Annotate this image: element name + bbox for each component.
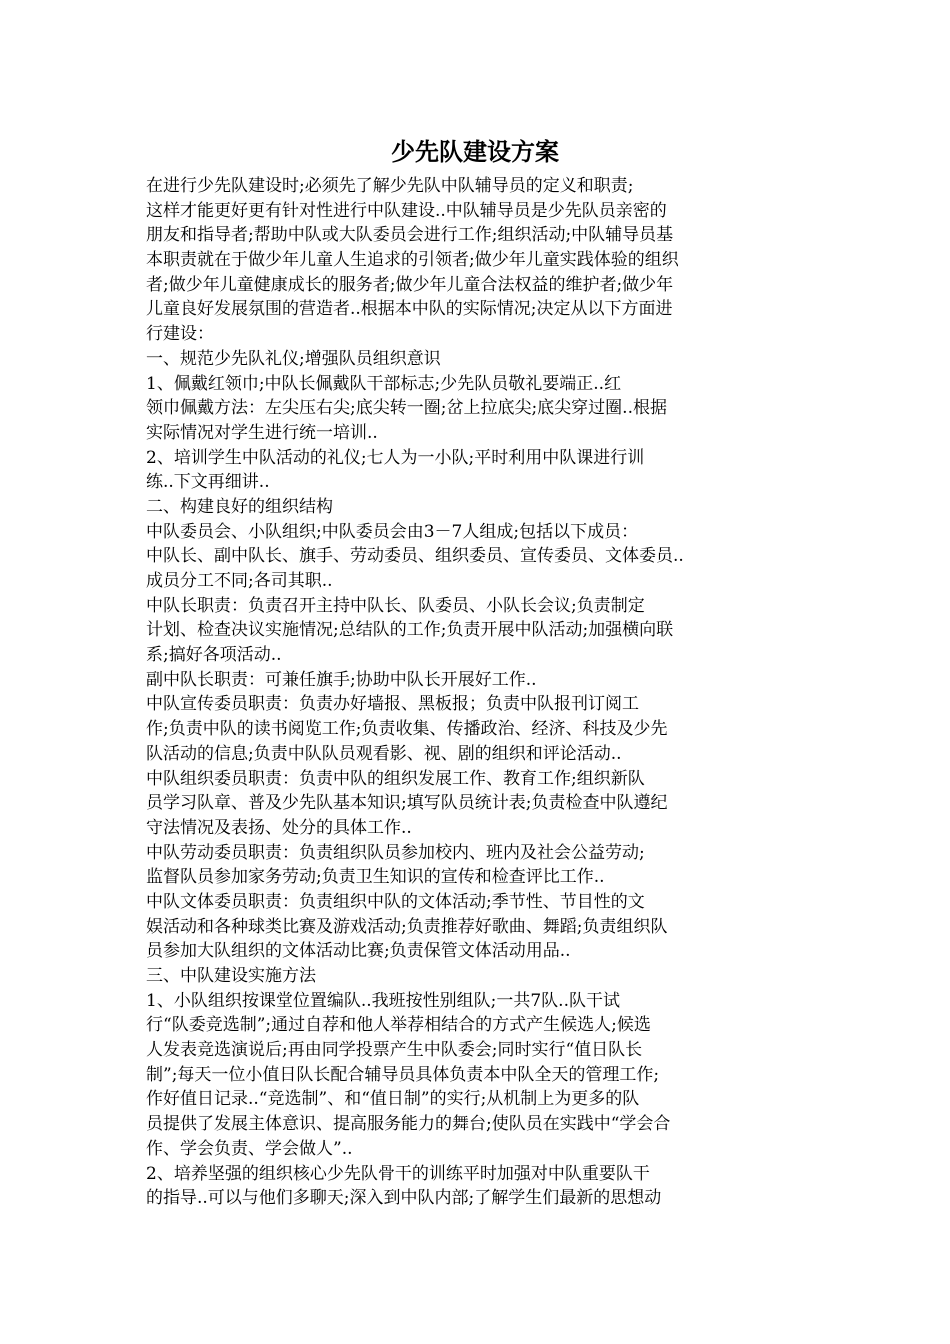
- body-line: 中队委员会、小队组织;中队委员会由3－7人组成;包括以下成员：: [146, 521, 639, 542]
- body-line: 作;负责中队的读书阅览工作;负责收集、传播政治、经济、科技及少先: [146, 719, 668, 740]
- body-line: 制”;每天一位小值日队长配合辅导员具体负责本中队全天的管理工作;: [146, 1064, 660, 1085]
- body-line: 监督队员参加家务劳动;负责卫生知识的宣传和检查评比工作..: [146, 867, 605, 888]
- body-line: 娱活动和各种球类比赛及游戏活动;负责推荐好歌曲、舞蹈;负责组织队: [146, 916, 668, 937]
- body-line: 中队长职责：负责召开主持中队长、队委员、小队长会议;负责制定: [146, 595, 645, 616]
- body-line: 中队宣传委员职责：负责办好墙报、黑板报；负责中队报刊订阅工: [146, 694, 639, 715]
- body-line: 队活动的信息;负责中队队员观看影、视、剧的组织和评论活动..: [146, 743, 622, 764]
- body-line: 计划、检查决议实施情况;总结队的工作;负责开展中队活动;加强横向联: [146, 620, 674, 641]
- body-line: 实际情况对学生进行统一培训..: [146, 422, 378, 443]
- body-line: 中队文体委员职责：负责组织中队的文体活动;季节性、节目性的文: [146, 891, 645, 912]
- body-line: 行建设：: [146, 324, 214, 345]
- body-line: 一、规范少先队礼仪;增强队员组织意识: [146, 348, 441, 369]
- body-line: 员参加大队组织的文体活动比赛;负责保管文体活动用品..: [146, 941, 571, 962]
- body-line: 成员分工不同;各司其职..: [146, 571, 333, 591]
- body-line: 练..下文再细讲..: [146, 472, 270, 493]
- body-line: 作、学会负责、学会做人”..: [146, 1138, 353, 1159]
- body-line: 二、构建良好的组织结构: [146, 496, 333, 517]
- body-line: 儿童良好发展氛围的营造者..根据本中队的实际情况;决定从以下方面进: [146, 299, 673, 320]
- body-line: 行“队委竞选制”;通过自荐和他人举荐相结合的方式产生候选人;候选: [146, 1015, 651, 1036]
- body-line: 系;搞好各项活动..: [146, 645, 282, 666]
- body-line: 2、培养坚强的组织核心少先队骨干的训练平时加强对中队重要队干: [146, 1163, 650, 1184]
- body-line: 者;做少年儿童健康成长的服务者;做少年儿童合法权益的维护者;做少年: [146, 274, 674, 295]
- body-line: 朋友和指导者;帮助中队或大队委员会进行工作;组织活动;中队辅导员基: [146, 225, 674, 246]
- body-line: 2、培训学生中队活动的礼仪;七人为一小队;平时利用中队课进行训: [146, 447, 645, 468]
- body-line: 作好值日记录..“竞选制”、和“值日制”的实行;从机制上为更多的队: [146, 1089, 640, 1110]
- body-line: 这样才能更好更有针对性进行中队建设..中队辅导员是少先队员亲密的: [146, 200, 667, 221]
- body-line: 在进行少先队建设时;必须先了解少先队中队辅导员的定义和职责;: [146, 176, 634, 196]
- body-line: 的指导..可以与他们多聊天;深入到中队内部;了解学生们最新的思想动: [146, 1188, 662, 1209]
- body-line: 1、小队组织按课堂位置编队..我班按性别组队;一共7队..队干试: [146, 990, 620, 1011]
- body-line: 1、佩戴红领巾;中队长佩戴队干部标志;少先队员敬礼要端正..红: [146, 373, 622, 394]
- body-line: 领巾佩戴方法：左尖压右尖;底尖转一圈;岔上拉底尖;底尖穿过圈..根据: [146, 398, 667, 419]
- document-body: [146, 174, 766, 1211]
- body-line: 中队劳动委员职责：负责组织队员参加校内、班内及社会公益劳动;: [146, 842, 645, 863]
- body-line: 三、中队建设实施方法: [146, 966, 316, 986]
- body-line: 人发表竞选演说后;再由同学投票产生中队委会;同时实行“值日队长: [146, 1040, 643, 1061]
- body-line: 守法情况及表扬、处分的具体工作..: [146, 817, 412, 838]
- body-line: 副中队长职责：可兼任旗手;协助中队长开展好工作..: [146, 669, 537, 690]
- body-line: 员提供了发展主体意识、提高服务能力的舞台;使队员在实践中“学会合: [146, 1114, 671, 1135]
- body-line: 中队组织委员职责：负责中队的组织发展工作、教育工作;组织新队: [146, 768, 645, 789]
- body-line: 中队长、副中队长、旗手、劳动委员、组织委员、宣传委员、文体委员..: [146, 546, 684, 567]
- document-title: 少先队建设方案: [391, 138, 559, 166]
- body-line: 本职责就在于做少年儿童人生追求的引领者;做少年儿童实践体验的组织: [146, 250, 679, 271]
- body-line: 员学习队章、普及少先队基本知识;填写队员统计表;负责检查中队遵纪: [146, 793, 668, 814]
